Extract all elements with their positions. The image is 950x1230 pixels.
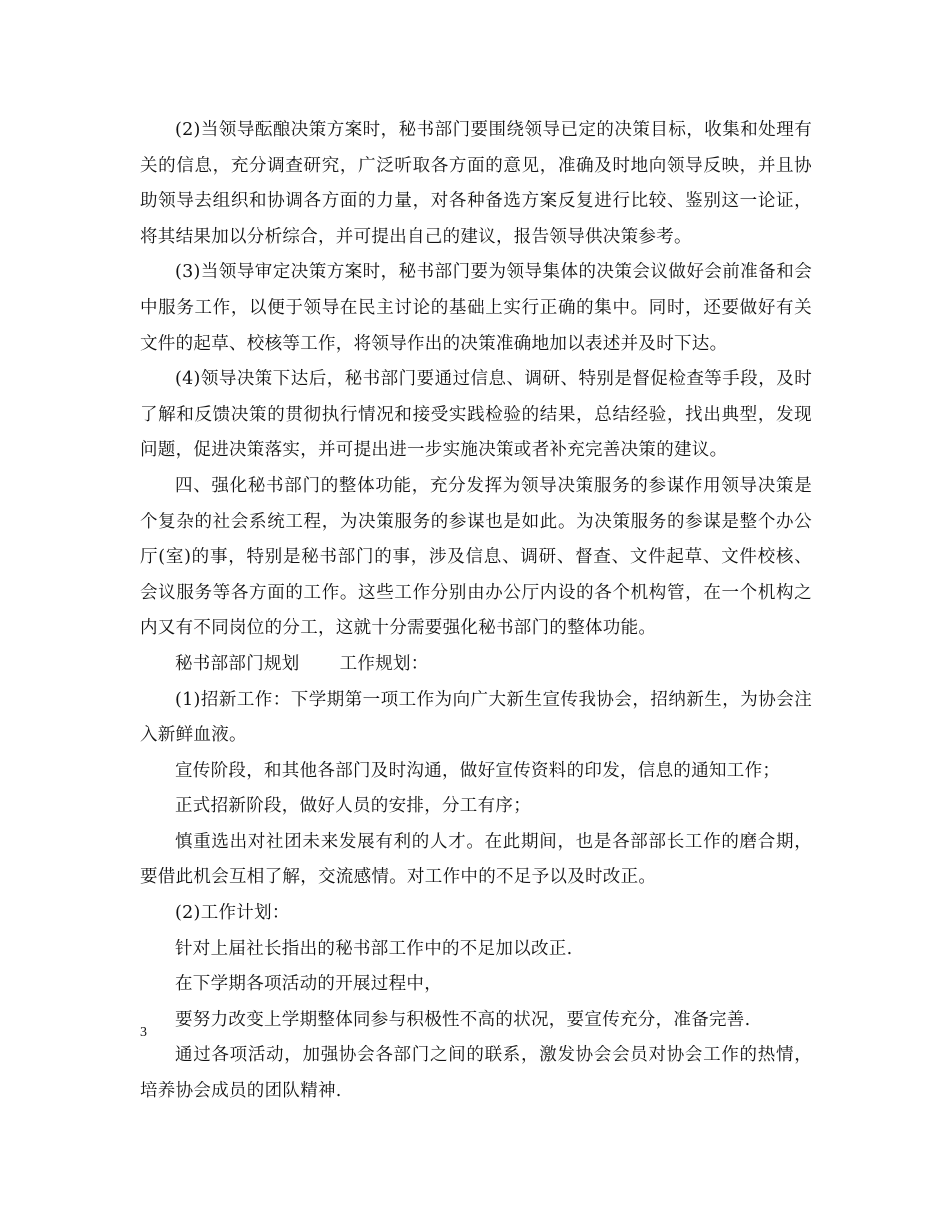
paragraph-decision-followup: (4)领导决策下达后，秘书部门要通过信息、调研、特别是督促检查等手段，及时了解和反馈决策的贯彻执行情况和接受实践检验的结果，总结经验，找出典型，发现问题，促进决策落实，并可提出进一步实施决策或者补充完善决策的建议。 — [140, 369, 812, 461]
paragraph-team-spirit: 通过各项活动，加强协会各部门之间的联系，激发协会会员对协会工作的热情，培养协会成员的团队精神. — [140, 1045, 812, 1102]
paragraph-recruitment: (1)招新工作：下学期第一项工作为向广大新生宣传我协会，招纳新生，为协会注入新鲜血液。 — [140, 689, 812, 746]
paragraph-decision-review: (3)当领导审定决策方案时，秘书部门要为领导集体的决策会议做好会前准备和会中服务工作，以便于领导在民主讨论的基础上实行正确的集中。同时，还要做好有关文件的起草、校核等工作，将领导作出的决策准确地加以表述并及时下达。 — [140, 262, 812, 354]
paragraph-work-plan-heading: (2)工作计划： — [175, 903, 290, 924]
paragraph-publicity-stage: 宣传阶段，和其他各部门及时沟通，做好宣传资料的印发，信息的通知工作； — [175, 760, 781, 781]
page-number: 3 — [140, 1025, 147, 1040]
paragraph-participation: 要努力改变上学期整体同参与积极性不高的状况，要宣传充分，准备完善. — [175, 1009, 751, 1030]
section-heading-right: 工作规划： — [339, 653, 429, 674]
paragraph-improvement: 针对上届社长指出的秘书部工作中的不足加以改正. — [175, 938, 573, 959]
document-body — [140, 113, 812, 1110]
paragraph-activities: 在下学期各项活动的开展过程中， — [175, 974, 442, 995]
paragraph-talent-selection: 慎重选出对社团未来发展有利的人才。在此期间，也是各部部长工作的磨合期，要借此机会互相了解，交流感情。对工作中的不足予以及时改正。 — [140, 831, 812, 888]
section-heading-left: 秘书部部门规划 — [175, 653, 300, 674]
paragraph-section-four: 四、强化秘书部门的整体功能，充分发挥为领导决策服务的参谋作用领导决策是个复杂的社会系统工程，为决策服务的参谋也是如此。为决策服务的参谋是整个办公厅(室)的事，特别是秘书部门的事，涉及信息、调研、督查、文件起草、文件校核、会议服务等各方面的工作。这些工作分别由办公厅内设的各个机构管，在一个机构之内又有不同岗位的分工，这就十分需要强化秘书部门的整体功能。 — [140, 475, 812, 639]
paragraph-decision-drafting: (2)当领导酝酿决策方案时，秘书部门要围绕领导已定的决策目标，收集和处理有关的信息，充分调查研究，广泛听取各方面的意见，准确及时地向领导反映，并且协助领导去组织和协调各方面的力量，对各种备选方案反复进行比较、鉴别这一论证，将其结果加以分析综合，并可提出自己的建议，报告领导供决策参考。 — [140, 120, 812, 247]
section-heading — [140, 647, 812, 683]
paragraph-formal-recruitment: 正式招新阶段，做好人员的安排，分工有序； — [175, 796, 531, 817]
